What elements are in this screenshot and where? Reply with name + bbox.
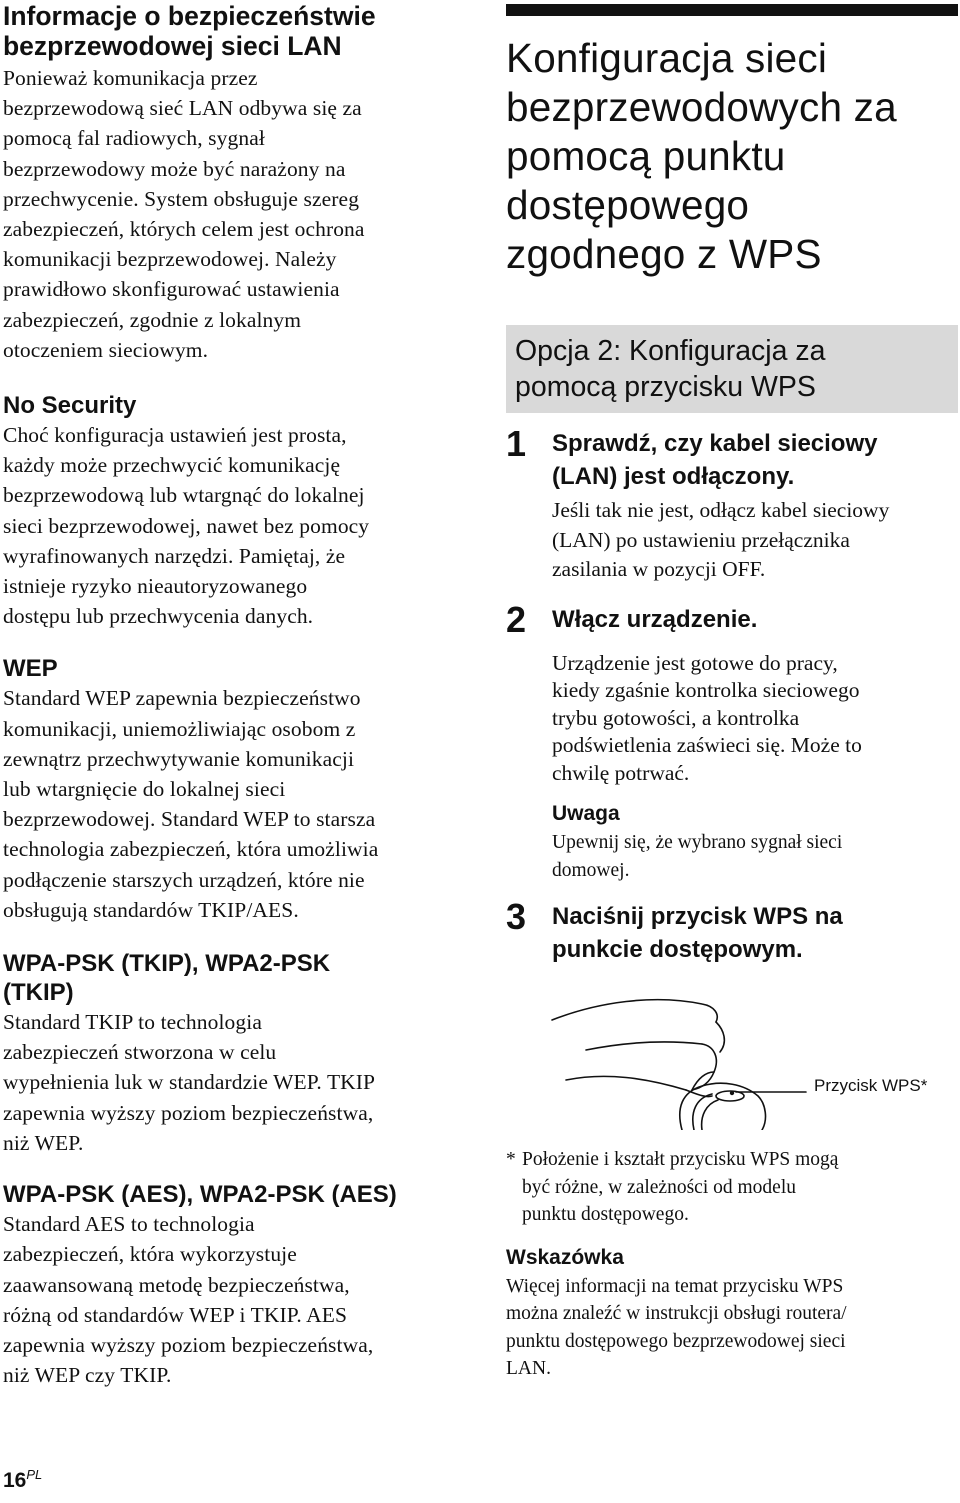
tip-heading: Wskazówka [506, 1245, 624, 1269]
text-line: punktu dostępowego bezprzewodowej sieci [506, 1330, 846, 1352]
step-title-line: (LAN) jest odłączony. [552, 463, 795, 490]
aes-section [3, 1180, 468, 1390]
text-line: Jeśli tak nie jest, odłącz kabel sieciowy [552, 498, 890, 522]
text-line: Położenie i kształt przycisku WPS mogą [522, 1149, 839, 1170]
text-line: chwilę potrwać. [552, 760, 690, 785]
heading-line: WPA-PSK (TKIP), WPA2-PSK [3, 950, 331, 978]
text-line: zapewnia wyższy poziom bezpieczeństwa, [3, 1332, 374, 1357]
text-line: przechwycenie. System obsługuje szereg [3, 186, 360, 211]
step-title [552, 900, 958, 966]
section-body [3, 1209, 468, 1390]
step-1 [506, 423, 958, 585]
title-line: Konfiguracja sieci [506, 35, 828, 81]
text-line: sieci bezprzewodowej, nawet bez pomocy [3, 513, 370, 538]
heading-line: (TKIP) [3, 979, 74, 1007]
option-line: pomocą przycisku WPS [515, 371, 816, 403]
text-line: komunikacji bezprzewodowej. Należy [3, 247, 337, 272]
tip-section [506, 1243, 958, 1383]
text-line: kiedy zgaśnie kontrolka sieciowego [552, 678, 860, 702]
step-number: 3 [506, 896, 527, 937]
left-column [3, 0, 468, 1390]
intro-section [3, 0, 468, 365]
tkip-section [3, 949, 468, 1158]
text-line: Standard WEP zapewnia bezpieczeństwo [3, 686, 361, 711]
section-body [3, 420, 468, 631]
title-line: bezprzewodowych za [506, 84, 897, 130]
text-line: komunikacji, uniemożliwiając osobom z [3, 716, 356, 741]
step-2 [506, 598, 958, 885]
option-line: Opcja 2: Konfiguracja za [515, 335, 826, 367]
right-column [506, 0, 958, 1383]
text-line: wyrafinowanych narzędzi. Pamiętaj, że [3, 543, 346, 568]
text-line: zabezpieczeń, która wykorzystuje [3, 1242, 297, 1267]
section-body [3, 63, 468, 365]
step-title [552, 427, 958, 493]
option-banner [506, 325, 958, 413]
text-line: LAN. [506, 1358, 551, 1379]
text-line: trybu gotowości, a kontrolka [552, 705, 800, 730]
text-line: Standard TKIP to technologia [3, 1010, 262, 1035]
text-line: każdy może przechwycić komunikację [3, 453, 341, 478]
text-line: niż WEP. [3, 1130, 84, 1155]
text-line: Ponieważ komunikacja przez [3, 66, 258, 90]
section-body [3, 683, 468, 925]
section-heading [3, 949, 468, 1007]
text-line: technologia zabezpieczeń, która umożliwia [3, 837, 379, 862]
wep-section [3, 654, 468, 925]
step-title-line: Naciśnij przycisk WPS na [552, 903, 843, 930]
text-line: niż WEP czy TKIP. [3, 1363, 172, 1388]
text-line: podświetlenia zaświeci się. Może to [552, 733, 862, 757]
step-title-line: Włącz urządzenie. [552, 605, 758, 633]
text-line: bezprzewodową lub wtargnąć do lokalnej [3, 483, 365, 508]
text-line: domowej. [552, 859, 630, 881]
section-heading: WEP [3, 655, 58, 683]
section-body [3, 1007, 468, 1158]
text-line: bezprzewodową sieć LAN odbywa się za [3, 96, 362, 121]
step-title-line: punkcie dostępowym. [552, 936, 803, 963]
text-line: Standard AES to technologia [3, 1212, 255, 1237]
text-line: różną od standardów WEP i TKIP. AES [3, 1302, 348, 1327]
title-line: pomocą punktu [506, 133, 786, 179]
text-line: zabezpieczeń stworzona w celu [3, 1040, 277, 1065]
page-title [506, 34, 958, 279]
text-line: lub wtargnięcie do lokalnej sieci [3, 777, 286, 802]
text-line: można znaleźć w instrukcji obsługi routera/ [506, 1303, 847, 1324]
tip-body [506, 1273, 958, 1383]
wps-illustration [506, 980, 958, 1130]
title-line: Informacje o bezpieczeństwie [3, 1, 376, 31]
step-number: 2 [506, 598, 527, 640]
footnote [506, 1146, 958, 1229]
section-title [3, 1, 468, 61]
text-line: (LAN) po ustawieniu przełącznika [552, 527, 850, 552]
section-heading: WPA-PSK (AES), WPA2-PSK (AES) [3, 1181, 397, 1209]
step-number: 1 [506, 423, 527, 464]
text-line: zaawansowaną metodę bezpieczeństwa, [3, 1272, 350, 1297]
text-line: prawidłowo skonfigurować ustawienia [3, 277, 340, 302]
text-line: Urządzenie jest gotowe do pracy, [552, 650, 838, 675]
note-heading: Uwaga [552, 802, 620, 825]
no-security-section [3, 391, 468, 631]
title-line: bezprzewodowej sieci LAN [3, 31, 342, 61]
text-line: być różne, w zależności od modelu [522, 1176, 796, 1198]
step-body [552, 496, 958, 585]
text-line: otoczeniem sieciowym. [3, 337, 209, 362]
text-line: bezprzewodowej. Standard WEP to starsza [3, 807, 376, 832]
title-line: dostępowego [506, 182, 750, 228]
step-title-line: Sprawdź, czy kabel sieciowy [552, 430, 878, 457]
text-line: Choć konfiguracja ustawień jest prosta, [3, 423, 347, 448]
hand-pressing-button-illustration [506, 980, 958, 1130]
footnote-star: * [506, 1149, 516, 1170]
text-line: zapewnia wyższy poziom bezpieczeństwa, [3, 1100, 374, 1125]
page-language-code: PL [26, 1467, 43, 1482]
text-line: zewnątrz przechwytywanie komunikacji [3, 746, 355, 771]
step-body [552, 650, 958, 788]
text-line: zasilania w pozycji OFF. [552, 557, 766, 581]
text-line: Upewnij się, że wybrano sygnał sieci [552, 832, 843, 853]
text-line: istnieje ryzyko nieautoryzowanego [3, 574, 308, 599]
wps-button-callout: Przycisk WPS* [814, 1076, 928, 1095]
page-number [3, 1467, 42, 1493]
step-title [552, 603, 958, 636]
section-heading: No Security [3, 392, 137, 420]
page-number-value: 16 [3, 1469, 27, 1492]
text-line: wypełnienia luk w standardzie WEP. TKIP [3, 1070, 376, 1095]
step-3 [506, 896, 958, 966]
text-line: obsługują standardów TKIP/AES. [3, 897, 299, 922]
text-line: punktu dostępowego. [522, 1204, 689, 1225]
text-line: zabezpieczeń, których celem jest ochrona [3, 217, 365, 242]
text-line: zabezpieczeń, zgodnie z lokalnym [3, 307, 302, 332]
text-line: Więcej informacji na temat przycisku WPS [506, 1275, 844, 1297]
text-line: podłączenie starszych urządzeń, które nie [3, 867, 365, 892]
text-line: pomocą fal radiowych, sygnał [3, 126, 265, 151]
header-rule [506, 4, 958, 16]
text-line: bezprzewodowy może być narażony na [3, 156, 346, 181]
text-line: dostępu lub przechwycenia danych. [3, 604, 314, 629]
note-body [552, 829, 958, 884]
title-line: zgodnego z WPS [506, 231, 822, 277]
